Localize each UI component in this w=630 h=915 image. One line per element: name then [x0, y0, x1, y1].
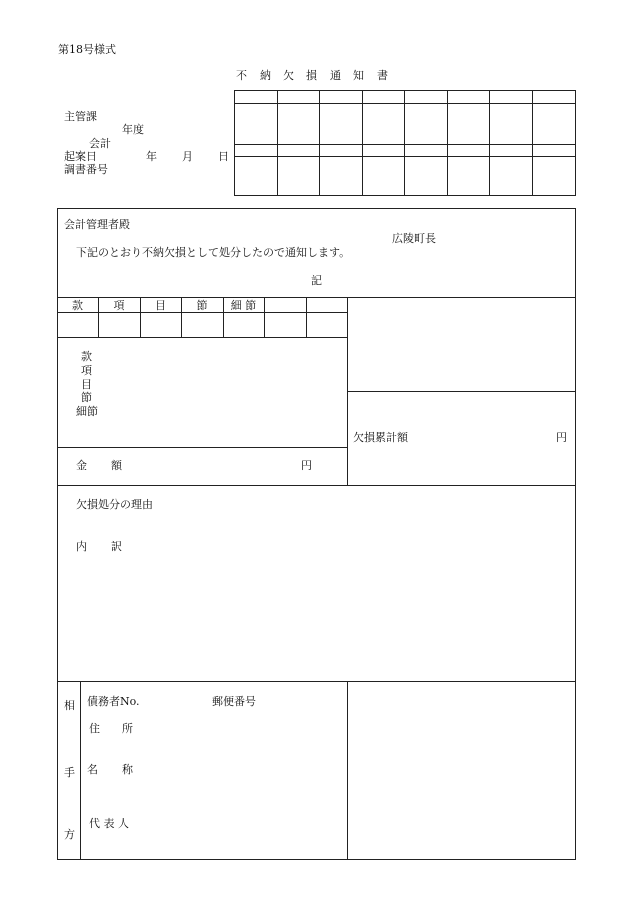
name-label-mei: 名: [87, 763, 98, 776]
ki-label: 記: [311, 274, 322, 287]
party-side-char: 方: [64, 828, 75, 841]
party-side-divider: [80, 681, 81, 860]
stamp-grid-line: [404, 90, 405, 196]
budget-label-kan: 款: [81, 350, 92, 363]
fiscal-year-label: 年度: [122, 123, 144, 136]
budget-header-saisetsu: 細 節: [230, 299, 257, 312]
title-char: 損: [306, 69, 317, 82]
dept-label: 主管課: [64, 110, 97, 123]
address-label-sho: 所: [122, 722, 133, 735]
section-divider: [57, 681, 576, 682]
cumulative-label: 欠損累計額: [353, 431, 408, 444]
budget-header-kan: 款: [72, 299, 83, 312]
reason-label: 欠損処分の理由: [76, 498, 153, 511]
budget-table-line: [57, 337, 347, 338]
title-char: 納: [260, 69, 271, 82]
amount-divider: [57, 447, 347, 448]
amount-label-kin: 金: [76, 459, 87, 472]
budget-label-setsu: 節: [81, 391, 92, 404]
stamp-grid-line: [447, 90, 448, 196]
stamp-grid-line: [362, 90, 363, 196]
notice-body: 下記のとおり不納欠損として処分したので通知します。: [76, 246, 351, 259]
budget-header-setsu: 節: [196, 299, 208, 312]
representative-label: 代 表 人: [89, 817, 129, 830]
draft-date-label: 起案日: [64, 150, 97, 163]
section-divider: [57, 485, 576, 486]
title-char: 書: [377, 69, 388, 82]
stamp-grid-line: [234, 103, 576, 104]
title-char: 知: [353, 69, 364, 82]
sender: 広陵町長: [392, 232, 436, 245]
stamp-grid-line: [234, 144, 576, 145]
title-char: 通: [330, 69, 341, 82]
cumulative-divider: [347, 391, 576, 392]
name-label-shou: 称: [122, 763, 133, 776]
budget-table-line: [264, 297, 265, 337]
title-char: 不: [236, 69, 247, 82]
debtor-no-label: 債務者No.: [87, 695, 140, 708]
stamp-grid-line: [277, 90, 278, 196]
detail-label-uchi: 内: [76, 540, 87, 553]
day-label: 日: [218, 150, 229, 163]
budget-table-line: [57, 312, 347, 313]
stamp-grid-line: [234, 156, 576, 157]
title-char: 欠: [283, 69, 294, 82]
addressee: 会計管理者殿: [64, 218, 130, 231]
account-label: 会計: [89, 137, 111, 150]
cumulative-unit: 円: [556, 431, 567, 444]
budget-label-saisetsu: 細節: [76, 405, 98, 418]
detail-label-wake: 訳: [111, 540, 122, 553]
section-divider: [57, 297, 576, 298]
party-right-divider: [347, 681, 348, 860]
year-label: 年: [146, 150, 157, 163]
budget-table-line: [306, 297, 307, 337]
doc-number-label: 調書番号: [64, 163, 108, 176]
party-side-char: 手: [64, 766, 75, 779]
address-label-ju: 住: [89, 722, 100, 735]
stamp-grid-line: [532, 90, 533, 196]
budget-label-moku: 目: [81, 378, 92, 391]
form-number: 第18号様式: [58, 43, 116, 56]
amount-label-gaku: 額: [111, 459, 122, 472]
budget-header-kou: 項: [113, 299, 125, 312]
month-label: 月: [182, 150, 193, 163]
budget-header-moku: 目: [155, 299, 166, 312]
stamp-grid-line: [489, 90, 490, 196]
budget-label-kou: 項: [81, 364, 92, 377]
stamp-grid-border: [234, 90, 576, 196]
postal-code-label: 郵便番号: [212, 695, 256, 708]
stamp-grid-line: [319, 90, 320, 196]
party-side-char: 相: [64, 699, 75, 712]
amount-unit: 円: [301, 459, 312, 472]
